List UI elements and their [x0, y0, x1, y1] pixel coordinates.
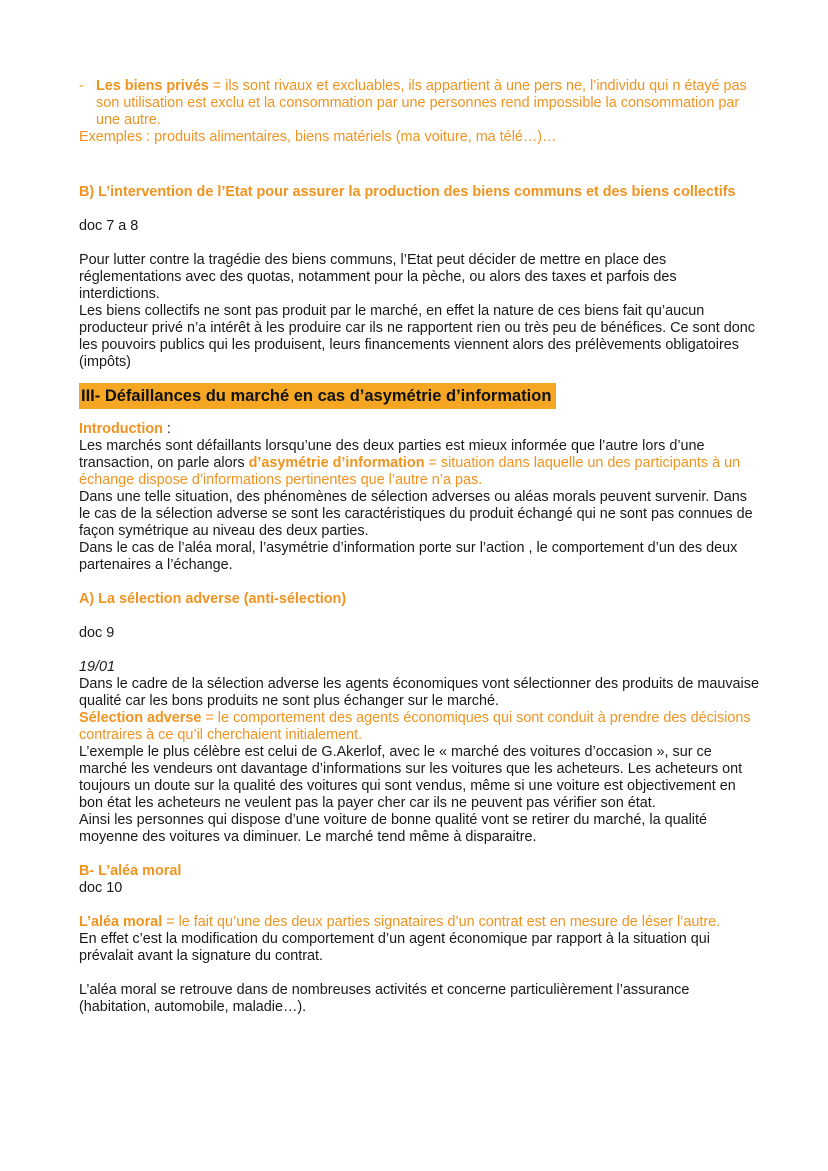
biens-prives-term: Les biens privés: [96, 78, 209, 94]
intro-para-a: [79, 438, 759, 489]
section-b-etat-doc: doc 7 a 8: [79, 218, 139, 234]
section-a-selection-title: A) La sélection adverse (anti-sélection): [79, 591, 347, 607]
section-b-alea-para2: L’aléa moral se retrouve dans de nombreuses activités et concerne particulièrement l’assurance (habitation, automobile, maladie…).: [79, 982, 690, 1015]
alea-moral-def-line: [79, 914, 759, 931]
intro-text-a: Les marchés sont défaillants lorsqu’une des deux parties est mieux informée que l’autre lors d’une transaction, on parle alors: [79, 438, 705, 471]
section-a-para1: Dans le cadre de la sélection adverse les agents économiques vont sélectionner des produits de mauvaise qualité car les bons produits ne sont plus échanger sur le marché.: [79, 676, 759, 709]
intro-label-line: [79, 421, 759, 438]
asymetrie-term: d’asymétrie d’information: [248, 455, 425, 471]
section-a-para3: Ainsi les personnes qui dispose d’une voiture de bonne qualité vont se retirer du marché, la qualité moyenne des voitures va diminuer. Le marché tend même à disparaitre.: [79, 812, 707, 845]
selection-adverse-term: Sélection adverse: [79, 710, 202, 726]
intro-colon: :: [162, 421, 171, 437]
biens-prives-item: [79, 78, 759, 129]
bullet-dash: -: [79, 78, 84, 94]
selection-adverse-def-line: [79, 710, 759, 744]
section-a-doc: doc 9: [79, 625, 115, 641]
document-page: [79, 78, 759, 1016]
biens-prives-definition: = ils sont rivaux et excluables, ils appartient à une pers ne, l’individu qui n étayé pas son utilisation est exclu et la consommation par une personnes rend impossible la consommation par une autre.: [96, 78, 747, 128]
section-a-date: 19/01: [79, 659, 116, 675]
intro-label: Introduction: [79, 421, 163, 437]
asymetrie-definition: = situation dans laquelle un des participants à un échange dispose d’informations pertinentes que l’autre n’a pas.: [79, 455, 741, 488]
section-b-alea-doc: doc 10: [79, 880, 123, 896]
section-b-etat-para1: Pour lutter contre la tragédie des biens communs, l’Etat peut décider de mettre en place des réglementations avec des quotas, notamment pour la pèche, ou alors des taxes et parfois des interdictions.: [79, 252, 677, 302]
selection-adverse-definition: = le comportement des agents économiques qui sont conduit à prendre des décisions contraires à ce qu’il cherchaient initialement.: [79, 710, 751, 743]
intro-para-c: Dans le cas de l’aléa moral, l’asymétrie d’information porte sur l’action , le comportement d’un des deux partenaires a l’échange.: [79, 540, 738, 573]
section-b-etat-title: B) L’intervention de l’Etat pour assurer la production des biens communs et des biens collectifs: [79, 184, 736, 200]
section-b-alea-para1: En effet c’est la modification du comportement d’un agent économique par rapport à la situation qui prévalait avant la signature du contrat.: [79, 931, 710, 964]
biens-prives-examples: Exemples : produits alimentaires, biens matériels (ma voiture, ma télé…)…: [79, 129, 557, 145]
section-a-para2: L’exemple le plus célèbre est celui de G.Akerlof, avec le « marché des voitures d’occasion », sur ce marché les vendeurs ont davantage d’informations sur les voitures que les acheteurs. Les acheteurs ont toujours un doute sur la qualité des voitures qui sont vendus, même si une voiture est objectivement en bon état les acheteurs ne veulent pas la payer cher car ils ne peuvent pas vérifier son état.: [79, 744, 743, 811]
section-b-etat-para2: Les biens collectifs ne sont pas produit par le marché, en effet la nature de ces biens fait qu’aucun producteur privé n’a intérêt à les produire car ils ne rapportent rien ou très peu de bénéfices. Ce sont donc les pouvoirs publics qui les produisent, leurs financements viennent alors des prélèvements obligatoires (impôts): [79, 303, 755, 370]
intro-para-b: Dans une telle situation, des phénomènes de sélection adverses ou aléas morals peuvent survenir. Dans le cas de la sélection adverse se sont les caractéristiques du produit échangé qui ne sont pas connues de façon symétrique au niveau des deux parties.: [79, 489, 753, 539]
alea-moral-definition: = le fait qu’une des deux parties signataires d’un contrat est en mesure de léser l’autre.: [162, 914, 721, 930]
section-iii-title: III- Défaillances du marché en cas d’asymétrie d’information: [79, 383, 556, 409]
alea-moral-term: L’aléa moral: [79, 914, 163, 930]
section-b-alea-title: B- L’aléa moral: [79, 863, 182, 879]
